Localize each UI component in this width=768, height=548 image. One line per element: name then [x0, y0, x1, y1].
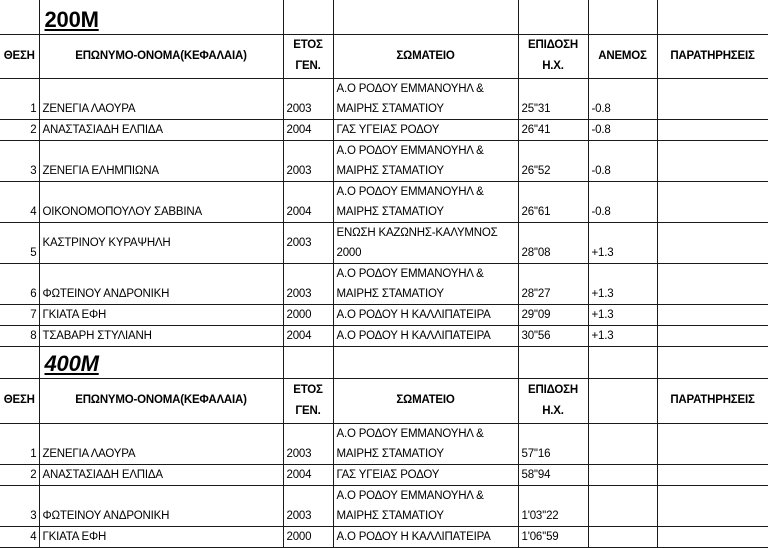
- remarks-cell[interactable]: [657, 78, 768, 119]
- wind-cell[interactable]: -0.8: [588, 119, 657, 140]
- club-cell[interactable]: [333, 423, 518, 464]
- year-cell[interactable]: 2003: [283, 423, 333, 464]
- club-line: ΜΑΙΡΗΣ ΣΤΑΜΑΤΙΟΥ: [336, 287, 444, 300]
- club-line: Α.Ο ΡΟΔΟΥ ΕΜΜΑΝΟΥΗΛ &: [336, 185, 484, 198]
- year-cell[interactable]: 2004: [283, 464, 333, 485]
- header-time-line1: ΕΠΙΔΟΣΗ: [528, 383, 578, 396]
- table-row: [0, 423, 768, 464]
- wind-cell[interactable]: -0.8: [588, 181, 657, 222]
- club-cell[interactable]: [333, 78, 518, 119]
- name-cell[interactable]: ΦΩΤΕΙΝΟΥ ΑΝΔΡΟΝΙΚΗ: [39, 485, 283, 526]
- club-cell[interactable]: [333, 222, 518, 263]
- remarks-cell[interactable]: [657, 304, 768, 325]
- table-row: [0, 526, 768, 547]
- year-cell[interactable]: 2004: [283, 119, 333, 140]
- column-header-row: [0, 34, 768, 78]
- position-cell[interactable]: 5: [0, 222, 39, 263]
- event-title-row: [0, 0, 768, 34]
- time-cell[interactable]: 58''94: [518, 464, 588, 485]
- remarks-cell[interactable]: [657, 222, 768, 263]
- header-year-line1: ΕΤΟΣ: [293, 39, 323, 51]
- remarks-cell[interactable]: [657, 325, 768, 346]
- year-cell[interactable]: 2004: [283, 181, 333, 222]
- wind-cell[interactable]: +1.3: [588, 222, 657, 263]
- name-cell[interactable]: ΦΩΤΕΙΝΟΥ ΑΝΔΡΟΝΙΚΗ: [39, 263, 283, 304]
- empty-cell[interactable]: [518, 346, 588, 378]
- club-cell[interactable]: [333, 464, 518, 485]
- header-club[interactable]: ΣΩΜΑΤΕΙΟ: [333, 34, 518, 78]
- position-cell[interactable]: 4: [0, 526, 39, 547]
- table-row: [0, 304, 768, 325]
- table-row: [0, 140, 768, 181]
- name-cell[interactable]: ΟΙΚΟΝΟΜΟΠΟΥΛΟΥ ΣΑΒΒΙΝΑ: [39, 181, 283, 222]
- position-cell[interactable]: 7: [0, 304, 39, 325]
- table-row: [0, 78, 768, 119]
- header-time-line1: ΕΠΙΔΟΣΗ: [528, 39, 578, 51]
- time-cell[interactable]: 26''41: [518, 119, 588, 140]
- club-cell[interactable]: [333, 119, 518, 140]
- empty-cell[interactable]: [0, 0, 39, 34]
- year-cell[interactable]: 2003: [283, 485, 333, 526]
- header-year[interactable]: [283, 378, 333, 423]
- club-line: Α.Ο ΡΟΔΟΥ ΕΜΜΑΝΟΥΗΛ &: [336, 267, 484, 280]
- club-line: ΜΑΙΡΗΣ ΣΤΑΜΑΤΙΟΥ: [336, 205, 444, 218]
- club-line: ΓΑΣ ΥΓΕΙΑΣ ΡΟΔΟΥ: [336, 468, 440, 481]
- name-cell[interactable]: ΓΚΙΑΤΑ ΕΦΗ: [39, 304, 283, 325]
- wind-cell[interactable]: -0.8: [588, 140, 657, 181]
- header-wind[interactable]: [588, 378, 657, 423]
- header-year[interactable]: [283, 34, 333, 78]
- header-remarks[interactable]: ΠΑΡΑΤΗΡΗΣΕΙΣ: [657, 34, 768, 78]
- club-line: ΜΑΙΡΗΣ ΣΤΑΜΑΤΙΟΥ: [336, 102, 444, 115]
- header-time-line2: Η.Χ.: [542, 404, 564, 417]
- time-cell[interactable]: 26''52: [518, 140, 588, 181]
- time-cell[interactable]: 29''09: [518, 304, 588, 325]
- empty-cell[interactable]: [333, 346, 518, 378]
- header-remarks[interactable]: ΠΑΡΑΤΗΡΗΣΕΙΣ: [657, 378, 768, 423]
- empty-cell[interactable]: [283, 0, 333, 34]
- empty-cell[interactable]: [657, 346, 768, 378]
- time-cell[interactable]: 28''08: [518, 222, 588, 263]
- wind-cell[interactable]: +1.3: [588, 263, 657, 304]
- empty-cell[interactable]: [588, 0, 657, 34]
- year-cell[interactable]: 2000: [283, 526, 333, 547]
- empty-cell[interactable]: [333, 0, 518, 34]
- remarks-cell[interactable]: [657, 526, 768, 547]
- club-cell[interactable]: [333, 181, 518, 222]
- table-row: [0, 119, 768, 140]
- time-cell[interactable]: 1'06''59: [518, 526, 588, 547]
- name-cell[interactable]: ΖΕΝΕΓΙΑ ΛΑΟΥΡΑ: [39, 78, 283, 119]
- table-row: [0, 222, 768, 263]
- wind-cell[interactable]: -0.8: [588, 78, 657, 119]
- position-cell[interactable]: 2: [0, 464, 39, 485]
- time-cell[interactable]: 25''31: [518, 78, 588, 119]
- year-cell[interactable]: 2003: [283, 140, 333, 181]
- club-cell[interactable]: [333, 263, 518, 304]
- event-title[interactable]: 200M: [39, 0, 283, 34]
- time-cell[interactable]: 57''16: [518, 423, 588, 464]
- table-row: [0, 464, 768, 485]
- wind-cell[interactable]: [588, 526, 657, 547]
- club-line: ΕΝΩΣΗ ΚΑΖΩΝΗΣ-ΚΑΛΥΜΝΟΣ: [336, 226, 498, 239]
- name-cell[interactable]: ΑΝΑΣΤΑΣΙΑΔΗ ΕΛΠΙΔΑ: [39, 464, 283, 485]
- club-cell[interactable]: [333, 325, 518, 346]
- club-cell[interactable]: [333, 140, 518, 181]
- club-line: ΜΑΙΡΗΣ ΣΤΑΜΑΤΙΟΥ: [336, 509, 444, 522]
- club-line: Α.Ο ΡΟΔΟΥ Η ΚΑΛΛΙΠΑΤΕΙΡΑ: [336, 530, 491, 543]
- empty-cell[interactable]: [0, 346, 39, 378]
- year-cell[interactable]: 2004: [283, 325, 333, 346]
- table-row: [0, 485, 768, 526]
- position-cell[interactable]: 1: [0, 78, 39, 119]
- club-line: Α.Ο ΡΟΔΟΥ Η ΚΑΛΛΙΠΑΤΕΙΡΑ: [336, 308, 491, 321]
- header-time-line2: Η.Χ.: [542, 60, 564, 72]
- time-cell[interactable]: 28''27: [518, 263, 588, 304]
- position-cell[interactable]: 4: [0, 181, 39, 222]
- remarks-cell[interactable]: [657, 119, 768, 140]
- header-year-line2: ΓΕΝ.: [295, 404, 321, 417]
- remarks-cell[interactable]: [657, 140, 768, 181]
- position-cell[interactable]: 6: [0, 263, 39, 304]
- year-cell[interactable]: 2003: [283, 78, 333, 119]
- header-club[interactable]: ΣΩΜΑΤΕΙΟ: [333, 378, 518, 423]
- name-cell[interactable]: ΑΝΑΣΤΑΣΙΑΔΗ ΕΛΠΙΔΑ: [39, 119, 283, 140]
- club-cell[interactable]: [333, 304, 518, 325]
- year-cell[interactable]: 2003: [283, 222, 333, 263]
- name-cell[interactable]: ΚΑΣΤΡΙΝΟΥ ΚΥΡΑΨΗΛΗ: [39, 222, 283, 263]
- header-name[interactable]: ΕΠΩΝΥΜΟ-ΟΝΟΜΑ(ΚΕΦΑΛΑΙΑ): [39, 34, 283, 78]
- time-cell[interactable]: 26''61: [518, 181, 588, 222]
- year-cell[interactable]: 2003: [283, 263, 333, 304]
- club-cell[interactable]: [333, 485, 518, 526]
- table-row: [0, 181, 768, 222]
- club-line: ΓΑΣ ΥΓΕΙΑΣ ΡΟΔΟΥ: [336, 123, 440, 136]
- header-name[interactable]: ΕΠΩΝΥΜΟ-ΟΝΟΜΑ(ΚΕΦΑΛΑΙΑ): [39, 378, 283, 423]
- wind-cell[interactable]: [588, 423, 657, 464]
- remarks-cell[interactable]: [657, 464, 768, 485]
- table-row: [0, 325, 768, 346]
- wind-cell[interactable]: [588, 464, 657, 485]
- header-position[interactable]: ΘΕΣΗ: [0, 378, 39, 423]
- column-header-row: [0, 378, 768, 423]
- name-cell[interactable]: ΖΕΝΕΓΙΑ ΕΛΗΜΠΙΩΝΑ: [39, 140, 283, 181]
- empty-cell[interactable]: [588, 346, 657, 378]
- club-line: Α.Ο ΡΟΔΟΥ Η ΚΑΛΛΙΠΑΤΕΙΡΑ: [336, 329, 491, 342]
- year-cell[interactable]: 2000: [283, 304, 333, 325]
- header-year-line2: ΓΕΝ.: [295, 60, 321, 72]
- header-wind[interactable]: ΑΝΕΜΟΣ: [588, 34, 657, 78]
- position-cell[interactable]: 1: [0, 423, 39, 464]
- remarks-cell[interactable]: [657, 485, 768, 526]
- remarks-cell[interactable]: [657, 263, 768, 304]
- header-time[interactable]: [518, 34, 588, 78]
- position-cell[interactable]: 8: [0, 325, 39, 346]
- name-cell[interactable]: ΤΣΑΒΑΡΗ ΣΤΥΛΙΑΝΗ: [39, 325, 283, 346]
- event-title[interactable]: 400M: [39, 346, 283, 378]
- club-line: ΜΑΙΡΗΣ ΣΤΑΜΑΤΙΟΥ: [336, 164, 444, 177]
- time-cell[interactable]: 30''56: [518, 325, 588, 346]
- empty-cell[interactable]: [283, 346, 333, 378]
- position-cell[interactable]: 3: [0, 140, 39, 181]
- club-cell[interactable]: [333, 526, 518, 547]
- club-line: ΜΑΙΡΗΣ ΣΤΑΜΑΤΙΟΥ: [336, 447, 444, 460]
- wind-cell[interactable]: +1.3: [588, 325, 657, 346]
- table-row: [0, 263, 768, 304]
- club-line: 2000: [336, 246, 362, 259]
- name-cell[interactable]: ΖΕΝΕΓΙΑ ΛΑΟΥΡΑ: [39, 423, 283, 464]
- wind-cell[interactable]: [588, 485, 657, 526]
- position-cell[interactable]: 3: [0, 485, 39, 526]
- club-line: Α.Ο ΡΟΔΟΥ ΕΜΜΑΝΟΥΗΛ &: [336, 427, 484, 440]
- time-cell[interactable]: 1'03''22: [518, 485, 588, 526]
- header-position[interactable]: ΘΕΣΗ: [0, 34, 39, 78]
- wind-cell[interactable]: +1.3: [588, 304, 657, 325]
- header-time[interactable]: [518, 378, 588, 423]
- club-line: Α.Ο ΡΟΔΟΥ ΕΜΜΑΝΟΥΗΛ &: [336, 82, 484, 95]
- club-line: Α.Ο ΡΟΔΟΥ ΕΜΜΑΝΟΥΗΛ &: [336, 489, 484, 502]
- empty-cell[interactable]: [657, 0, 768, 34]
- empty-cell[interactable]: [518, 0, 588, 34]
- header-year-line1: ΕΤΟΣ: [293, 383, 323, 396]
- remarks-cell[interactable]: [657, 181, 768, 222]
- position-cell[interactable]: 2: [0, 119, 39, 140]
- remarks-cell[interactable]: [657, 423, 768, 464]
- name-cell[interactable]: ΓΚΙΑΤΑ ΕΦΗ: [39, 526, 283, 547]
- club-line: Α.Ο ΡΟΔΟΥ ΕΜΜΑΝΟΥΗΛ &: [336, 144, 484, 157]
- event-title-row: [0, 346, 768, 378]
